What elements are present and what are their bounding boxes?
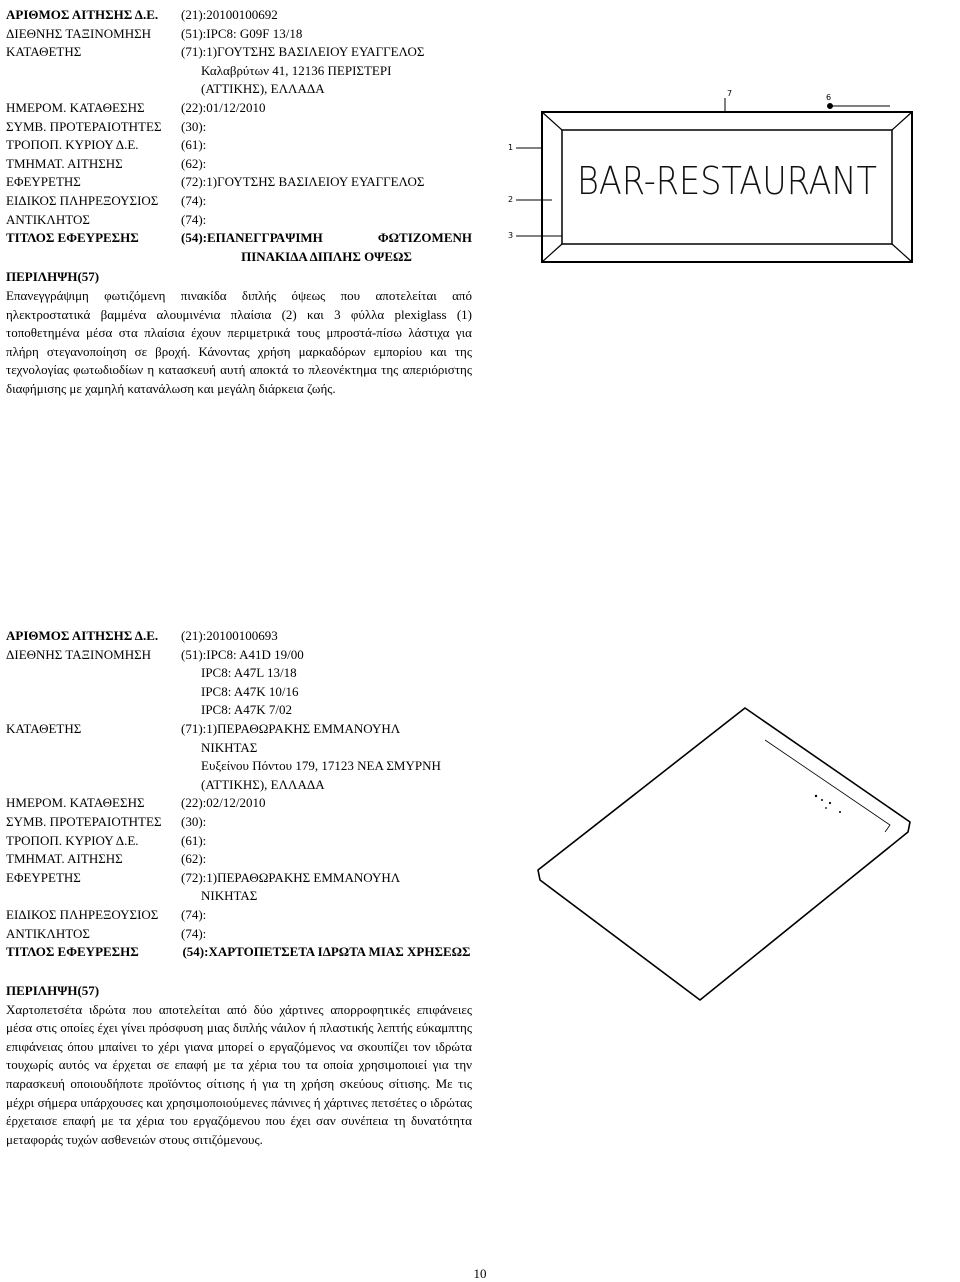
field-row <box>6 813 472 832</box>
field-value: (ΑΤΤΙΚΗΣ), ΕΛΛΑΔΑ <box>201 81 325 97</box>
field-value: (21):20100100693 <box>181 628 278 643</box>
field-value: (74): <box>181 925 207 941</box>
field-row <box>6 173 472 192</box>
field-row <box>6 869 472 888</box>
field-label: ΑΝΤΙΚΛΗΤΟΣ <box>6 211 90 227</box>
field-label: ΤΡΟΠΟΠ. ΚΥΡΙΟΥ Δ.Ε. <box>6 832 139 848</box>
field-value: (74): <box>181 211 207 227</box>
field-value: (74): <box>181 192 207 208</box>
field-label: ΑΡΙΘΜΟΣ ΑΙΤΗΣΗΣ Δ.Ε. <box>6 7 159 22</box>
field-label: ΤΙΤΛΟΣ ΕΦΕΥΡΕΣΗΣ <box>6 230 139 246</box>
field-value: (62): <box>181 851 207 867</box>
napkin-edge <box>540 880 700 1000</box>
field-row <box>6 701 472 720</box>
field-code: (54): <box>182 944 209 960</box>
bibliographic-fields <box>6 6 472 229</box>
field-value: ΝΙΚΗΤΑΣ <box>201 888 258 904</box>
field-label: ΤΜΗΜΑΤ. ΑΙΤΗΣΗΣ <box>6 155 123 171</box>
field-row <box>6 776 472 795</box>
field-row <box>6 155 472 174</box>
field-label: ΕΦΕΥΡΕΤΗΣ <box>6 869 81 885</box>
field-label: ΑΝΤΙΚΛΗΤΟΣ <box>6 925 90 941</box>
field-label: ΕΙΔΙΚΟΣ ΠΛΗΡΕΞΟΥΣΙΟΣ <box>6 906 159 922</box>
field-value: (74): <box>181 906 207 922</box>
field-row <box>6 6 472 25</box>
field-value: (ΑΤΤΙΚΗΣ), ΕΛΛΑΔΑ <box>201 776 325 792</box>
field-label: ΕΙΔΙΚΟΣ ΠΛΗΡΕΞΟΥΣΙΟΣ <box>6 192 159 208</box>
field-value: (30): <box>181 813 207 829</box>
field-row <box>6 99 472 118</box>
abstract-heading: ΠΕΡΙΛΗΨΗ(57) <box>6 269 100 285</box>
field-row <box>6 683 472 702</box>
field-value: (30): <box>181 118 207 134</box>
field-value: (61): <box>181 832 207 848</box>
patent-entry-2 <box>6 627 472 1149</box>
abstract-text: Χαρτοπετσέτα ιδρώτα που αποτελείται από δύο χάρτινες απορροφητικές επιφάνειες μέσα στις οποίες έχει γίνει πρόσφυση μιας διπλής νάιλον ή πλαστικής λεπτής εύκαμπτης επιφάνειας όπου μπαίνει το χέρι γιανα μπορεί ο εργαζόμενος να σκουπίζει τον ιδρώτα τουχωρίς αυτός να έρχεται σε επαφή με τα χέρια του τα οποία χρησιμοποιεί για την παρασκευή οποιουδήποτε προϊόντος σίτισης ή για τη χρήση σκεύους σίτισης. Με τις μέχρι σήμερα υπάρχουσες και χρησιμοποιούμενες πάνινες ή χάρτινες πετσέτες ο ιδρώτας έρχεταισε επαφή με τα χέρια του εργαζόμενου που έχει σαν συνέπεια τη δυνατότητα μεταφοράς τυχών ασθενειών στους σιτιζόμενους. <box>6 1001 472 1147</box>
field-row <box>6 850 472 869</box>
field-value: (72):1)ΠΕΡΑΘΩΡΑΚΗΣ ΕΜΜΑΝΟΥΗΛ <box>181 869 401 885</box>
field-label: ΗΜΕΡΟΜ. ΚΑΤΑΘΕΣΗΣ <box>6 795 145 811</box>
field-row <box>6 62 472 81</box>
field-value: Ευξείνου Πόντου 179, 17123 ΝΕΑ ΣΜΥΡΝΗ <box>201 758 441 774</box>
field-label: ΤΡΟΠΟΠ. ΚΥΡΙΟΥ Δ.Ε. <box>6 137 139 153</box>
field-row <box>6 118 472 137</box>
field-label: ΔΙΕΘΝΗΣ ΤΑΞΙΝΟΜΗΣΗ <box>6 25 152 41</box>
callout-2: 2 <box>508 195 514 204</box>
field-value: Καλαβρύτων 41, 12136 ΠΕΡΙΣΤΕΡΙ <box>201 62 392 78</box>
field-value: (61): <box>181 137 207 153</box>
field-code: (54): <box>181 230 207 246</box>
field-label: ΑΡΙΘΜΟΣ ΑΙΤΗΣΗΣ Δ.Ε. <box>6 628 159 643</box>
field-label: ΤΜΗΜΑΤ. ΑΙΤΗΣΗΣ <box>6 851 123 867</box>
field-label: ΚΑΤΑΘΕΤΗΣ <box>6 720 82 736</box>
bibliographic-fields <box>6 627 472 943</box>
field-value: (51):IPC8: G09F 13/18 <box>181 25 303 41</box>
field-value: IPC8: A47L 13/18 <box>201 665 297 681</box>
field-value: IPC8: A47K 7/02 <box>201 702 293 718</box>
field-row <box>6 627 472 646</box>
field-row <box>6 664 472 683</box>
callout-7: 7 <box>727 89 733 98</box>
callout-1: 1 <box>508 143 514 152</box>
field-label: ΣΥΜΒ. ΠΡΟΤΕΡΑΙΟΤΗΤΕΣ <box>6 813 162 829</box>
field-row <box>6 925 472 944</box>
field-label: ΗΜΕΡΟΜ. ΚΑΤΑΘΕΣΗΣ <box>6 99 145 115</box>
field-value: (62): <box>181 155 207 171</box>
title-row <box>6 229 472 266</box>
field-label: ΣΥΜΒ. ΠΡΟΤΕΡΑΙΟΤΗΤΕΣ <box>6 118 162 134</box>
field-value: (72):1)ΓΟΥΤΣΗΣ ΒΑΣΙΛΕΙΟΥ ΕΥΑΓΓΕΛΟΣ <box>181 174 425 190</box>
callout-3: 3 <box>508 231 514 240</box>
field-value: (71):1)ΠΕΡΑΘΩΡΑΚΗΣ ΕΜΜΑΝΟΥΗΛ <box>181 720 401 736</box>
field-value: (51):IPC8: A41D 19/00 <box>181 646 304 662</box>
napkin-inner-fold <box>765 740 890 832</box>
field-row <box>6 906 472 925</box>
field-row <box>6 720 472 739</box>
field-value: (21):20100100692 <box>181 7 278 22</box>
invention-title: ΕΠΑΝΕΓΓΡΑΨΙΜΗ ΦΩΤΙΖΟΜΕΝΗ ΠΙΝΑΚΙΔΑ ΔΙΠΛΗΣ ΟΨΕΩΣ <box>207 230 472 264</box>
field-label: ΚΑΤΑΘΕΤΗΣ <box>6 44 82 60</box>
field-row <box>6 192 472 211</box>
abstract-text: Επανεγγράψιμη φωτιζόμενη πινακίδα διπλής όψεως που αποτελείται από ηλεκτροστατικά βαμμένα αλουμινένια πλαίσια (2) και 3 φύλλα plexiglass (1) τοποθετημένα μέσα στα πλαίσια έχουν περιμετρικά τους μπροστά-πίσω λάστιχα για πλήρη στεγανοποίηση σε βροχή. Κάνοντας χρήση μαρκαδόρων εμπορίου και της τεχνολογίας φωτωδιοδίων η κατασκευή αυτή αποκτά το πλεονέκτημα της απεριόριστης διαφήμισης με χαμηλή κατανάλωση και μεγάλη διάρκεια ζωής. <box>6 287 472 396</box>
field-value: (22):01/12/2010 <box>181 99 266 115</box>
field-label: ΔΙΕΘΝΗΣ ΤΑΞΙΝΟΜΗΣΗ <box>6 646 152 662</box>
sign-figure <box>500 84 930 269</box>
field-row <box>6 739 472 758</box>
field-row <box>6 211 472 230</box>
napkin-outline <box>538 708 910 1000</box>
abstract-heading: ΠΕΡΙΛΗΨΗ(57) <box>6 983 100 999</box>
field-label: ΤΙΤΛΟΣ ΕΦΕΥΡΕΣΗΣ <box>6 944 139 960</box>
page-number: 10 <box>473 1266 487 1281</box>
field-row <box>6 646 472 665</box>
field-row <box>6 43 472 62</box>
field-value: (71):1)ΓΟΥΤΣΗΣ ΒΑΣΙΛΕΙΟΥ ΕΥΑΓΓΕΛΟΣ <box>181 44 425 60</box>
field-label: ΕΦΕΥΡΕΤΗΣ <box>6 174 81 190</box>
field-value: (22):02/12/2010 <box>181 795 266 811</box>
field-row <box>6 887 472 906</box>
field-row <box>6 757 472 776</box>
field-row <box>6 136 472 155</box>
callout-6: 6 <box>826 93 832 102</box>
field-row <box>6 80 472 99</box>
sign-text: BAR-RESTAURANT <box>577 159 877 203</box>
napkin-figure <box>530 700 920 1020</box>
field-value: ΝΙΚΗΤΑΣ <box>201 739 258 755</box>
patent-entry-1 <box>6 6 472 398</box>
field-row <box>6 794 472 813</box>
invention-title: ΧΑΡΤΟΠΕΤΣΕΤΑ ΙΔΡΩΤΑ ΜΙΑΣ ΧΡΗΣΕΩΣ <box>208 944 471 960</box>
field-row <box>6 832 472 851</box>
field-row <box>6 25 472 44</box>
title-row <box>6 943 472 980</box>
field-value: IPC8: A47K 10/16 <box>201 683 299 699</box>
